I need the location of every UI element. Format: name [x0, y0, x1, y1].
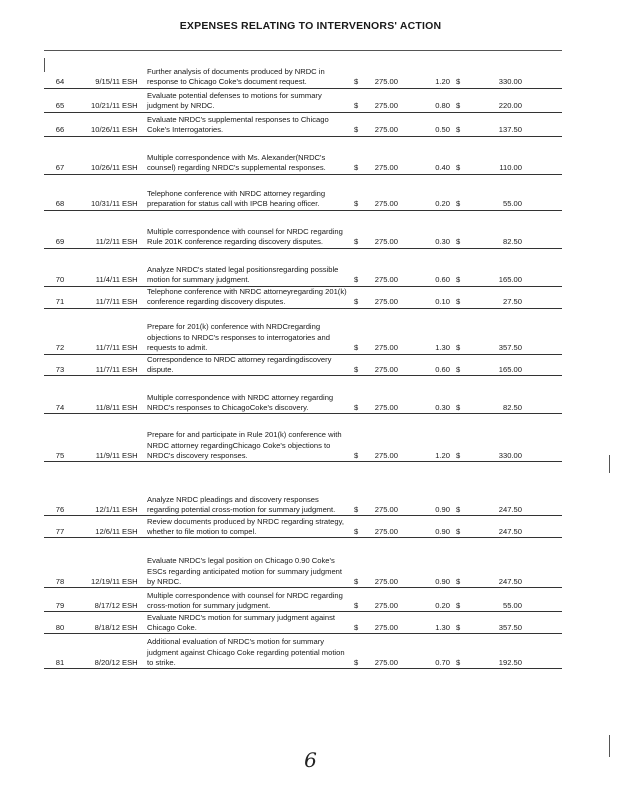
entry-initials: ESH: [121, 612, 145, 634]
rate-value: 275.00: [374, 622, 398, 632]
entry-number: 80: [44, 612, 78, 634]
entry-description: Multiple correspondence with counsel for NRDC regarding cross-motion for summary judgment.: [145, 588, 352, 612]
dollar-sign: $: [456, 125, 461, 135]
dollar-sign: $: [456, 297, 461, 307]
entry-initials: ESH: [121, 88, 145, 112]
amount-value: 357.50: [498, 622, 522, 632]
entry-description: Prepare for 201(k) conference with NRDCregarding objections to NRDC's responses to interrogatories and requests to admit.: [145, 308, 352, 354]
table-row: [44, 286, 562, 308]
entry-description: Multiple correspondence with Ms. Alexander(NRDC's counsel) regarding NRDC's supplemental responses.: [145, 136, 352, 174]
amount-value: 82.50: [502, 402, 522, 412]
rate-value: 275.00: [374, 526, 398, 536]
table-row: [44, 308, 562, 354]
entry-amount: [454, 248, 562, 286]
entry-amount: [454, 308, 562, 354]
dollar-sign: $: [456, 526, 461, 536]
entry-amount: [454, 376, 562, 414]
entry-date: 12/6/11: [78, 516, 121, 538]
dollar-sign: $: [354, 576, 359, 586]
entry-rate: [352, 376, 408, 414]
entry-hours: 0.90: [408, 462, 454, 516]
entry-hours: 0.90: [408, 538, 454, 588]
entry-number: 77: [44, 516, 78, 538]
table-row: [44, 112, 562, 136]
entry-amount: [454, 462, 562, 516]
entry-initials: ESH: [121, 50, 145, 88]
entry-amount: [454, 538, 562, 588]
dollar-sign: $: [456, 101, 461, 111]
entry-rate: [352, 50, 408, 88]
entry-date: 8/18/12: [78, 612, 121, 634]
entry-amount: [454, 210, 562, 248]
dollar-sign: $: [354, 504, 359, 514]
dollar-sign: $: [456, 343, 461, 353]
entry-rate: [352, 588, 408, 612]
entry-initials: ESH: [121, 210, 145, 248]
rate-value: 275.00: [374, 576, 398, 586]
dollar-sign: $: [456, 364, 461, 374]
entry-number: 78: [44, 538, 78, 588]
entry-number: 76: [44, 462, 78, 516]
entry-hours: 0.60: [408, 354, 454, 376]
entry-date: 11/7/11: [78, 308, 121, 354]
table-row: [44, 462, 562, 516]
amount-value: 82.50: [502, 237, 522, 247]
amount-value: 330.00: [498, 77, 522, 87]
entry-hours: 1.30: [408, 308, 454, 354]
entry-hours: 0.40: [408, 136, 454, 174]
entry-date: 11/7/11: [78, 354, 121, 376]
entry-rate: [352, 462, 408, 516]
entry-initials: ESH: [121, 588, 145, 612]
entry-amount: [454, 516, 562, 538]
entry-initials: ESH: [121, 248, 145, 286]
entry-rate: [352, 634, 408, 669]
amount-value: 357.50: [498, 343, 522, 353]
dollar-sign: $: [354, 657, 359, 667]
entry-description: Evaluate potential defenses to motions for summary judgment by NRDC.: [145, 88, 352, 112]
entry-date: 11/4/11: [78, 248, 121, 286]
amount-value: 137.50: [498, 125, 522, 135]
entry-description: Review documents produced by NRDC regarding strategy, whether to file motion to compel.: [145, 516, 352, 538]
dollar-sign: $: [354, 101, 359, 111]
entry-hours: 0.50: [408, 112, 454, 136]
dollar-sign: $: [456, 600, 461, 610]
dollar-sign: $: [456, 77, 461, 87]
entry-initials: ESH: [121, 634, 145, 669]
entry-rate: [352, 308, 408, 354]
rate-value: 275.00: [374, 163, 398, 173]
rate-value: 275.00: [374, 125, 398, 135]
entry-initials: ESH: [121, 354, 145, 376]
dollar-sign: $: [456, 450, 461, 460]
dollar-sign: $: [456, 275, 461, 285]
entry-rate: [352, 88, 408, 112]
entry-description: Telephone conference with NRDC attorneyregarding 201(k) conference regarding discovery disputes.: [145, 286, 352, 308]
entry-number: 75: [44, 414, 78, 462]
entry-number: 81: [44, 634, 78, 669]
amount-value: 247.50: [498, 504, 522, 514]
dollar-sign: $: [456, 199, 461, 209]
entry-description: Evaluate NRDC's motion for summary judgment against Chicago Coke.: [145, 612, 352, 634]
entry-hours: 0.60: [408, 248, 454, 286]
entry-initials: ESH: [121, 286, 145, 308]
table-row: [44, 50, 562, 88]
dollar-sign: $: [456, 237, 461, 247]
entry-number: 79: [44, 588, 78, 612]
dollar-sign: $: [354, 77, 359, 87]
entry-description: Multiple correspondence with NRDC attorney regarding NRDC's responses to ChicagoCoke's discovery.: [145, 376, 352, 414]
entry-date: 10/21/11: [78, 88, 121, 112]
table-row: [44, 634, 562, 669]
entry-number: 69: [44, 210, 78, 248]
entry-hours: 0.20: [408, 588, 454, 612]
entry-initials: ESH: [121, 462, 145, 516]
dollar-sign: $: [456, 163, 461, 173]
entry-date: 8/20/12: [78, 634, 121, 669]
table-row: [44, 516, 562, 538]
entry-date: 10/31/11: [78, 174, 121, 210]
table-row: [44, 414, 562, 462]
entry-date: 12/1/11: [78, 462, 121, 516]
entry-initials: ESH: [121, 538, 145, 588]
entry-date: 11/8/11: [78, 376, 121, 414]
dollar-sign: $: [354, 125, 359, 135]
entry-number: 67: [44, 136, 78, 174]
rate-value: 275.00: [374, 657, 398, 667]
dollar-sign: $: [456, 402, 461, 412]
table-row: [44, 174, 562, 210]
rate-value: 275.00: [374, 297, 398, 307]
entry-hours: 0.30: [408, 210, 454, 248]
table-row: [44, 88, 562, 112]
entry-description: Evaluate NRDC's supplemental responses to Chicago Coke's Interrogatories.: [145, 112, 352, 136]
entry-initials: ESH: [121, 308, 145, 354]
entry-date: 8/17/12: [78, 588, 121, 612]
entry-date: 10/26/11: [78, 112, 121, 136]
entry-initials: ESH: [121, 112, 145, 136]
amount-value: 192.50: [498, 657, 522, 667]
dollar-sign: $: [354, 622, 359, 632]
entry-hours: 0.10: [408, 286, 454, 308]
rate-value: 275.00: [374, 77, 398, 87]
entry-hours: 1.20: [408, 50, 454, 88]
table-row: [44, 248, 562, 286]
entry-amount: [454, 634, 562, 669]
rate-value: 275.00: [374, 199, 398, 209]
amount-value: 110.00: [499, 163, 522, 173]
entry-date: 11/2/11: [78, 210, 121, 248]
entry-amount: [454, 136, 562, 174]
entry-hours: 0.90: [408, 516, 454, 538]
dollar-sign: $: [456, 504, 461, 514]
entry-amount: [454, 112, 562, 136]
entry-rate: [352, 210, 408, 248]
entry-number: 66: [44, 112, 78, 136]
document-title: EXPENSES RELATING TO INTERVENORS' ACTION: [179, 20, 442, 32]
amount-value: 247.50: [498, 576, 522, 586]
entry-hours: 0.70: [408, 634, 454, 669]
entry-description: Telephone conference with NRDC attorney regarding preparation for status call with IPCB hearing officer.: [145, 174, 352, 210]
amount-value: 55.00: [502, 600, 522, 610]
entry-rate: [352, 538, 408, 588]
entry-number: 73: [44, 354, 78, 376]
rate-value: 275.00: [374, 402, 398, 412]
amount-value: 247.50: [498, 526, 522, 536]
dollar-sign: $: [354, 450, 359, 460]
table-row: [44, 588, 562, 612]
entry-initials: ESH: [121, 174, 145, 210]
rate-value: 275.00: [374, 275, 398, 285]
expenses-table: [44, 50, 562, 669]
table-row: [44, 538, 562, 588]
entry-number: 74: [44, 376, 78, 414]
entry-rate: [352, 174, 408, 210]
table-row: [44, 612, 562, 634]
entry-description: Further analysis of documents produced by NRDC in response to Chicago Coke's document request.: [145, 50, 352, 88]
scan-mark: [609, 455, 610, 473]
entry-date: 11/9/11: [78, 414, 121, 462]
entry-rate: [352, 136, 408, 174]
entry-amount: [454, 612, 562, 634]
entry-description: Analyze NRDC pleadings and discovery responses regarding potential cross-motion for summary judgment.: [145, 462, 352, 516]
entry-number: 68: [44, 174, 78, 210]
entry-number: 71: [44, 286, 78, 308]
dollar-sign: $: [354, 275, 359, 285]
entry-number: 64: [44, 50, 78, 88]
dollar-sign: $: [354, 297, 359, 307]
dollar-sign: $: [456, 576, 461, 586]
entry-date: 12/19/11: [78, 538, 121, 588]
entry-rate: [352, 248, 408, 286]
page-number: 6: [304, 748, 317, 772]
amount-value: 220.00: [498, 101, 522, 111]
dollar-sign: $: [354, 237, 359, 247]
table-row: [44, 376, 562, 414]
entry-rate: [352, 516, 408, 538]
entry-description: Analyze NRDC's stated legal positionsregarding possible motion for summary judgment.: [145, 248, 352, 286]
entry-initials: ESH: [121, 136, 145, 174]
entry-hours: 0.80: [408, 88, 454, 112]
entry-hours: 0.30: [408, 376, 454, 414]
entry-rate: [352, 112, 408, 136]
entry-initials: ESH: [121, 516, 145, 538]
table-row: [44, 354, 562, 376]
table-row: [44, 210, 562, 248]
amount-value: 165.00: [498, 364, 522, 374]
entry-date: 10/26/11: [78, 136, 121, 174]
rate-value: 275.00: [374, 237, 398, 247]
entry-date: 11/7/11: [78, 286, 121, 308]
amount-value: 330.00: [498, 450, 522, 460]
amount-value: 165.00: [498, 275, 522, 285]
entry-date: 9/15/11: [78, 50, 121, 88]
rate-value: 275.00: [374, 101, 398, 111]
entry-hours: 0.20: [408, 174, 454, 210]
entry-description: Prepare for and participate in Rule 201(k) conference with NRDC attorney regardingChicago Coke's objections to NRDC's discovery responses.: [145, 414, 352, 462]
entry-description: Multiple correspondence with counsel for NRDC regarding Rule 201K conference regarding discovery disputes.: [145, 210, 352, 248]
entry-amount: [454, 286, 562, 308]
entry-description: Evaluate NRDC's legal position on Chicago 0.90 Coke's ESCs regarding anticipated motion for summary judgment by NRDC.: [145, 538, 352, 588]
amount-value: 55.00: [502, 199, 522, 209]
entry-amount: [454, 354, 562, 376]
rate-value: 275.00: [374, 600, 398, 610]
entry-amount: [454, 50, 562, 88]
scan-mark: [44, 58, 45, 72]
entry-amount: [454, 88, 562, 112]
entry-number: 65: [44, 88, 78, 112]
entry-description: Additional evaluation of NRDC's motion for summary judgment against Chicago Coke regarding potential motion to strike.: [145, 634, 352, 669]
dollar-sign: $: [354, 343, 359, 353]
entry-rate: [352, 612, 408, 634]
dollar-sign: $: [456, 622, 461, 632]
entry-number: 70: [44, 248, 78, 286]
entry-amount: [454, 414, 562, 462]
entry-rate: [352, 286, 408, 308]
entry-number: 72: [44, 308, 78, 354]
dollar-sign: $: [354, 364, 359, 374]
entry-amount: [454, 174, 562, 210]
dollar-sign: $: [354, 199, 359, 209]
dollar-sign: $: [354, 402, 359, 412]
rate-value: 275.00: [374, 450, 398, 460]
entry-hours: 1.30: [408, 612, 454, 634]
entry-initials: ESH: [121, 376, 145, 414]
rate-value: 275.00: [374, 504, 398, 514]
entry-hours: 1.20: [408, 414, 454, 462]
dollar-sign: $: [354, 163, 359, 173]
dollar-sign: $: [456, 657, 461, 667]
dollar-sign: $: [354, 600, 359, 610]
dollar-sign: $: [354, 526, 359, 536]
entry-initials: ESH: [121, 414, 145, 462]
table-row: [44, 136, 562, 174]
entry-rate: [352, 354, 408, 376]
rate-value: 275.00: [374, 343, 398, 353]
rate-value: 275.00: [374, 364, 398, 374]
entry-rate: [352, 414, 408, 462]
entry-description: Correspondence to NRDC attorney regardingdiscovery dispute.: [145, 354, 352, 376]
amount-value: 27.50: [502, 297, 522, 307]
entry-amount: [454, 588, 562, 612]
